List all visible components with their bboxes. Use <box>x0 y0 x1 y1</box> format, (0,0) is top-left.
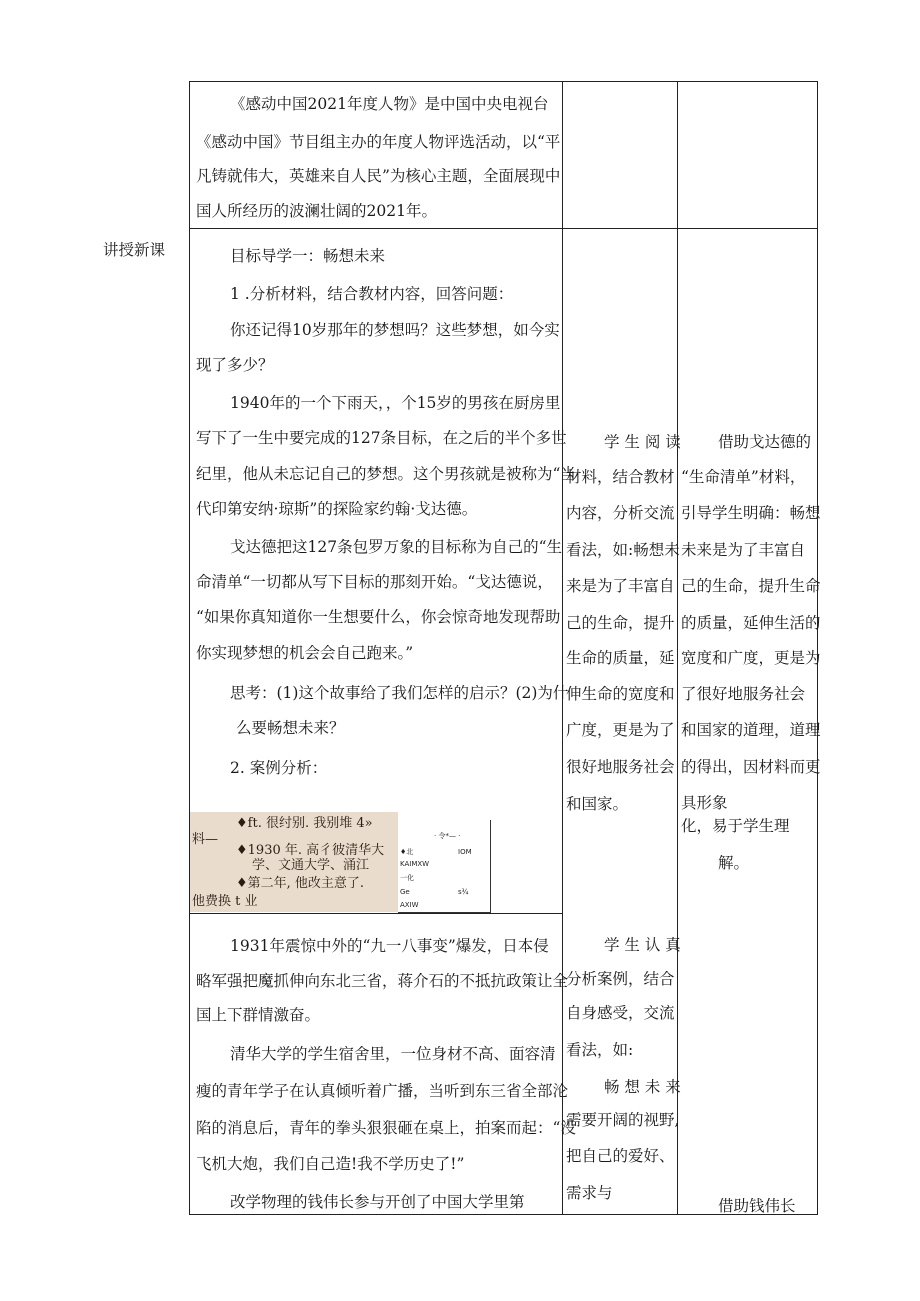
case-image-line: ♦1930 年. 高彳彼清华大 <box>236 843 385 858</box>
table-divider-col1 <box>562 81 563 1215</box>
student-activity-line: 学 生 认 真 <box>604 936 681 954</box>
card-text: AXIW <box>400 901 419 909</box>
story2-line: 略军强把魔抓伸向东北三省，蒋介石的不抵抗政策让全 <box>196 972 569 990</box>
story-line: 命清单“一切都从写下目标的那刻开始。“戈达德说， <box>196 573 553 591</box>
story2-line: 1931年震惊中外的“九一八事变”爆发，日本侵 <box>230 937 549 955</box>
section-label: 讲授新课 <box>103 241 166 259</box>
design-intent-line: 引导学生明确：畅想 <box>681 504 821 522</box>
student-activity-line: 需要开阔的视野, <box>566 1111 680 1129</box>
card-text: 一化 <box>400 874 414 882</box>
question-line: 你还记得10岁那年的梦想吗？这些梦想，如今实 <box>230 321 560 339</box>
design-intent-line: 未来是为了丰富自 <box>681 541 806 559</box>
case-image-prefix: 料— <box>192 832 219 847</box>
student-activity-line: 畅 想 未 来 <box>604 1078 681 1096</box>
story2-line: 国上下群情激奋。 <box>196 1006 321 1024</box>
design-intent-line: 借助钱伟长 <box>718 1197 796 1215</box>
think-question: 么要畅想未来？ <box>236 719 345 737</box>
table-row-divider-2 <box>189 913 563 914</box>
story-line: 1940年的一个下雨天，，个15岁的男孩在厨房里 <box>230 394 561 412</box>
case-image-card <box>398 820 491 913</box>
story2-line: 改学物理的钱伟长参与开创了中国大学里第 <box>230 1193 525 1211</box>
case-image-line: ♦ft. 很纣别. 我别堆 4» <box>236 816 373 831</box>
story-line: 你实现梦想的机会会自己跑来。” <box>196 644 414 662</box>
intro-line: 国人所经历的波澜壮阔的2021年。 <box>196 202 437 220</box>
design-intent-line: 的质量，延伸生活的 <box>681 614 821 632</box>
student-activity-line: 很好地服务社会 <box>566 758 675 776</box>
story-line: 代印第安纳·琼斯”的探险家约翰·戈达德。 <box>196 500 478 518</box>
story-line: 纪里，他从未忘记自己的梦想。这个男孩就是被称为“当 <box>196 465 576 483</box>
design-intent-line: “生命清单”材料， <box>681 468 806 486</box>
design-intent-line: 宽度和广度，更是为 <box>681 649 821 667</box>
design-intent-line: 借助戈达德的 <box>718 433 812 451</box>
card-text: · 令*— · <box>434 832 461 840</box>
student-activity-line: 伸生命的宽度和 <box>566 685 675 703</box>
table-border-top <box>189 81 818 82</box>
card-text: KAIMXW <box>400 860 430 868</box>
student-activity-line: 看法，如:畅想未 <box>566 541 680 559</box>
case-image-line: 他费换 t 业 <box>192 894 258 909</box>
think-question: 思考：(1)这个故事给了我们怎样的启示？(2)为什 <box>230 684 569 702</box>
student-activity-line: 材料，结合教材 <box>566 468 675 486</box>
student-activity-line: 把自己的爱好、 <box>566 1147 675 1165</box>
student-activity-line: 己的生命，提升 <box>566 614 675 632</box>
story2-line: 陷的消息后，青年的拳头狠狠砸在桌上，拍案而起：“没 <box>196 1119 576 1137</box>
table-border-left <box>189 81 190 1215</box>
table-row-divider-1 <box>189 228 818 229</box>
card-text: ♦北 <box>400 848 414 856</box>
design-intent-line: 的得出，因材料而更 <box>681 758 821 776</box>
target-title: 目标导学一：畅想未来 <box>230 247 386 265</box>
student-activity-line: 广度，更是为了 <box>566 721 675 739</box>
story2-line: 清华大学的学生宿舍里，一位身材不高、面容清 <box>230 1045 556 1063</box>
card-text: IOM <box>458 848 472 856</box>
student-activity-line: 内容，分析交流 <box>566 504 675 522</box>
table-divider-col2 <box>677 81 678 1215</box>
story2-line: 飞机大炮，我们自己造!我不学历史了!” <box>196 1155 465 1173</box>
intro-line: 《感动中国2021年度人物》是中国中央电视台 <box>230 95 549 113</box>
student-activity-line: 需求与 <box>566 1184 613 1202</box>
student-activity-line: 分析案例，结合 <box>566 970 675 988</box>
story-line: 写下了一生中要完成的127条目标，在之后的半个多世 <box>196 429 567 447</box>
student-activity-line: 生命的质量，延 <box>566 649 675 667</box>
design-intent-line: 己的生命，提升生命 <box>681 577 821 595</box>
intro-line: 凡铸就伟大，英雄来自人民”为核心主题，全面展现中 <box>196 167 561 185</box>
design-intent-line: 了很好地服务社会 <box>681 685 806 703</box>
student-activity-line: 学 生 阅 读 <box>604 433 681 451</box>
design-intent-line: 化，易于学生理 <box>681 817 790 835</box>
case-image-panel <box>190 812 398 912</box>
card-text: s¾ <box>458 888 469 896</box>
case-title: 2. 案例分析： <box>230 759 328 777</box>
case-image-line: 学、文通大学、涌江 <box>252 858 370 873</box>
story2-line: 瘦的青年学子在认真倾听着广播，当听到东三省全部沦 <box>196 1082 569 1100</box>
intro-line: 《感动中国》节目组主办的年度人物评选活动，以“平 <box>196 133 561 151</box>
student-activity-line: 来是为了丰富自 <box>566 577 675 595</box>
design-intent-line: 具形象 <box>681 794 728 812</box>
question-intro: 1 .分析材料，结合教材内容，回答问题： <box>230 285 514 303</box>
story-line: 戈达德把这127条包罗万象的目标称为自己的“生 <box>230 538 563 556</box>
card-text: Ge <box>400 888 410 896</box>
student-activity-line: 自身感受，交流 <box>566 1004 675 1022</box>
story-line: “如果你真知道你一生想要什么，你会惊奇地发现帮助 <box>196 608 561 626</box>
case-image-line: ♦第二年, 他改主意了. <box>236 876 365 891</box>
design-intent-line: 解。 <box>718 854 750 872</box>
question-line: 现了多少？ <box>196 356 274 374</box>
student-activity-line: 看法，如: <box>566 1041 634 1059</box>
student-activity-line: 和国家。 <box>566 795 629 813</box>
design-intent-line: 和国家的道理，道理 <box>681 721 821 739</box>
